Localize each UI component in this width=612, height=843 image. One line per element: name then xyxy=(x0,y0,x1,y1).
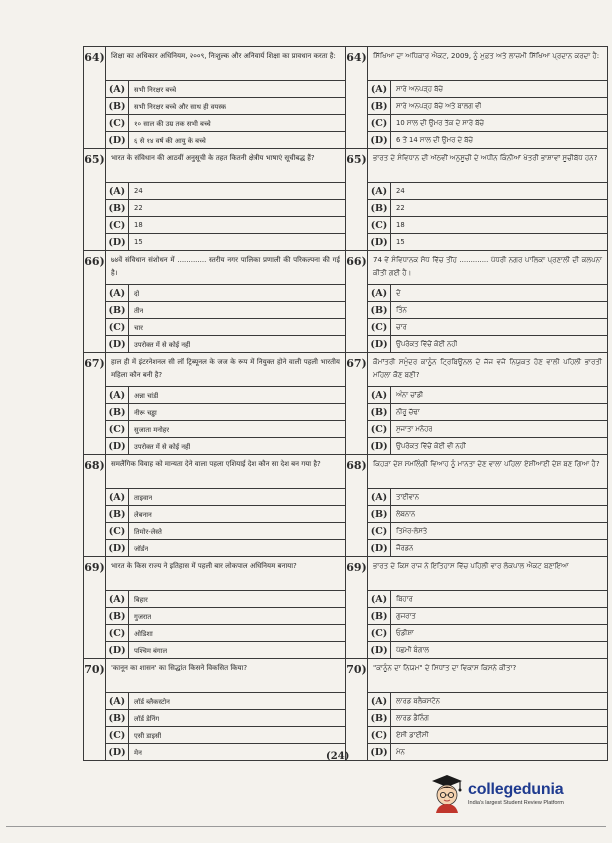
option-row xyxy=(106,590,345,607)
question-body xyxy=(106,47,346,149)
bottom-rule xyxy=(6,826,606,827)
question-text: ਸਿੱਖਿਆ ਦਾ ਅਧਿਕਾਰ ਐਕਟ, 2009, ਨੂੰ ਮੁਫ਼ਤ ਅਤੇ ਲਾਜ਼ਮੀ ਸਿੱਖਿਆ ਪ੍ਰਦਾਨ ਕਰਦਾ ਹੈ: xyxy=(373,52,600,60)
option-row xyxy=(368,131,607,148)
option-letter: (D) xyxy=(106,336,129,352)
option-text: सभी निरक्षर बच्चे और साथ ही वयस्क xyxy=(134,102,227,111)
option-row xyxy=(368,420,607,437)
question-number: 64) xyxy=(84,47,106,149)
option-text: ਉਪਰੋਕਤ ਵਿੱਚੋਂ ਕੋਈ ਨਹੀਂ xyxy=(396,339,458,348)
question-body xyxy=(368,455,608,557)
option-text: गुजरात xyxy=(134,612,152,621)
question-body xyxy=(368,659,608,761)
option-row xyxy=(106,505,345,522)
question-text: भारत के संविधान की आठवीं अनुसूची के तहत कितनी क्षेत्रीय भाषाएं सूचीबद्ध हैं? xyxy=(111,154,315,162)
option-letter: (B) xyxy=(368,506,391,522)
option-row xyxy=(106,182,345,199)
option-text: ਨੀਰੂ ਚੱਢਾ xyxy=(396,407,420,416)
option-text: तीन xyxy=(134,306,144,315)
question-body xyxy=(106,149,346,251)
option-row xyxy=(368,624,607,641)
option-letter: (A) xyxy=(106,591,129,607)
question-row xyxy=(84,251,608,353)
option-text: 6 ਤੋਂ 14 ਸਾਲ ਦੀ ਉਮਰ ਦੇ ਬੱਚੇ xyxy=(396,135,473,144)
question-text: ਕੌਮਾਂਤਰੀ ਸਮੁੰਦਰ ਕਾਨੂੰਨ ਟ੍ਰਿਬਿਊਨਲ ਦੇ ਜੱਜ ਵਜੋਂ ਨਿਯੁਕਤ ਹੋਣ ਵਾਲੀ ਪਹਿਲੀ ਭਾਰਤੀ ਮਹਿਲਾ ਕੌਣ ਬਣੀ? xyxy=(373,358,602,379)
option-letter: (D) xyxy=(368,132,391,148)
option-row xyxy=(106,437,345,454)
option-text: ਸਾਰੇ ਅਨਪੜ੍ਹ ਬੱਚੇ xyxy=(396,84,443,93)
question-body xyxy=(368,251,608,353)
option-letter: (B) xyxy=(368,98,391,114)
option-text: सभी निरक्षर बच्चे xyxy=(134,85,177,94)
option-text: ਤਿੰਨ xyxy=(396,305,407,314)
option-text: सुजाता मनोहर xyxy=(134,425,170,434)
option-text: ਲਾਰਡ ਡੈਨਿੰਗ xyxy=(396,713,429,722)
option-row xyxy=(368,709,607,726)
option-letter: (B) xyxy=(106,404,129,420)
option-letter: (A) xyxy=(106,489,129,505)
option-row xyxy=(106,726,345,743)
option-text: ताइवान xyxy=(134,493,153,502)
option-text: अन्ना चांडी xyxy=(134,391,159,400)
option-letter: (C) xyxy=(106,319,129,335)
brand-tagline: India's largest Student Review Platform xyxy=(468,799,564,806)
option-row xyxy=(368,301,607,318)
question-number: 66) xyxy=(346,251,368,353)
option-letter: (C) xyxy=(368,115,391,131)
option-text: ਸਾਰੇ ਅਨਪੜ੍ਹ ਬੱਚੇ ਅਤੇ ਬਾਲਗ ਵੀ xyxy=(396,101,482,110)
option-letter: (C) xyxy=(368,625,391,641)
question-text: शिक्षा का अधिकार अधिनियम, २००९, निःशुल्क और अनिवार्य शिक्षा का प्रावधान करता है: xyxy=(111,52,336,60)
option-text: एसी डाइसी xyxy=(134,731,162,740)
option-letter: (C) xyxy=(368,217,391,233)
question-row xyxy=(84,149,608,251)
option-text: चार xyxy=(134,323,143,332)
option-text: 22 xyxy=(134,204,143,212)
option-text: 10 ਸਾਲ ਦੀ ਉਮਰ ਤੱਕ ਦੇ ਸਾਰੇ ਬੱਚੇ xyxy=(396,118,484,127)
question-number: 70) xyxy=(346,659,368,761)
option-letter: (D) xyxy=(106,438,129,454)
option-text: लॉर्ड ब्लैकस्टोन xyxy=(134,697,170,706)
option-letter: (D) xyxy=(106,540,129,556)
brand-name: collegedunia xyxy=(468,780,564,798)
option-letter: (C) xyxy=(368,523,391,539)
question-body xyxy=(106,659,346,761)
option-text: ਚਾਰ xyxy=(396,322,407,331)
option-text: ਮੇਨ xyxy=(396,747,405,756)
question-number: 67) xyxy=(346,353,368,455)
option-letter: (D) xyxy=(106,744,129,760)
option-letter: (C) xyxy=(368,421,391,437)
option-row xyxy=(106,488,345,505)
option-text: ਪੱਛਮੀ ਬੰਗਾਲ xyxy=(396,645,430,654)
option-letter: (C) xyxy=(106,115,129,131)
option-row xyxy=(368,522,607,539)
student-mascot-logo xyxy=(430,773,464,813)
question-body xyxy=(106,251,346,353)
option-row xyxy=(368,437,607,454)
question-text: ਕਿਹੜਾ ਦੇਸ਼ ਸਮਲਿੰਗੀ ਵਿਆਹ ਨੂੰ ਮਾਨਤਾ ਦੇਣ ਵਾਲਾ ਪਹਿਲਾ ਏਸ਼ੀਆਈ ਦੇਸ਼ ਬਣ ਗਿਆ ਹੈ? xyxy=(373,460,600,468)
question-number: 68) xyxy=(84,455,106,557)
question-text: ਭਾਰਤ ਦੇ ਸੰਵਿਧਾਨ ਦੀ ਅੱਠਵੀਂ ਅਨੁਸੂਚੀ ਦੇ ਅਧੀਨ ਕਿੰਨੀਆਂ ਖੇਤਰੀ ਭਾਸ਼ਾਵਾਂ ਸੂਚੀਬੱਧ ਹਨ? xyxy=(373,154,598,162)
option-text: 18 xyxy=(396,221,405,229)
option-letter: (B) xyxy=(368,404,391,420)
option-letter: (A) xyxy=(368,693,391,709)
option-text: ਤਾਈਵਾਨ xyxy=(396,492,420,501)
option-text: ਸੁਜਾਤਾ ਮਨੋਹਰ xyxy=(396,424,433,433)
option-text: उपरोक्त में से कोई नहीं xyxy=(134,442,191,451)
option-letter: (C) xyxy=(106,625,129,641)
option-row xyxy=(368,692,607,709)
option-row xyxy=(368,216,607,233)
question-text: हाल ही में इंटरनेशनल सी लॉ ट्रिब्यूनल के जज के रूप में नियुक्त होने वाली पहली भारतीय महिला कौन बनी है? xyxy=(111,358,340,379)
option-row xyxy=(368,199,607,216)
question-number: 68) xyxy=(346,455,368,557)
option-letter: (A) xyxy=(106,285,129,301)
option-letter: (B) xyxy=(106,608,129,624)
question-row xyxy=(84,353,608,455)
question-text: भारत के किस राज्य ने इतिहास में पहली बार लोकपाल अधिनियम बनाया? xyxy=(111,562,297,570)
question-row xyxy=(84,455,608,557)
option-text: ਉਪਰੋਕਤ ਵਿੱਚੋਂ ਕੋਈ ਵੀ ਨਹੀਂ xyxy=(396,441,466,450)
option-letter: (A) xyxy=(368,285,391,301)
option-row xyxy=(368,233,607,250)
option-row xyxy=(106,114,345,131)
question-number: 69) xyxy=(84,557,106,659)
option-row xyxy=(106,607,345,624)
question-row xyxy=(84,47,608,149)
question-table xyxy=(83,46,608,761)
question-text: 'कानून का शासन' का सिद्धांत किसने विकसित किया? xyxy=(111,664,248,672)
option-text: लॉर्ड डेनिंग xyxy=(134,714,160,723)
question-body xyxy=(106,557,346,659)
question-number: 67) xyxy=(84,353,106,455)
option-row xyxy=(106,284,345,301)
option-row xyxy=(106,641,345,658)
option-text: ਅੰਨਾ ਚਾਂਡੀ xyxy=(396,390,424,399)
question-text: ७४वें संविधान संशोधन में ............. स्तरीय नगर पालिका प्रणाली की परिकल्पना की गई है। xyxy=(111,256,340,277)
option-row xyxy=(368,386,607,403)
option-letter: (A) xyxy=(368,387,391,403)
option-letter: (D) xyxy=(106,132,129,148)
option-text: १० साल की उम्र तक सभी बच्चे xyxy=(134,119,211,128)
option-row xyxy=(106,301,345,318)
option-text: ६ से १४ वर्ष की आयु के बच्चे xyxy=(134,136,206,145)
option-letter: (D) xyxy=(368,438,391,454)
option-row xyxy=(368,80,607,97)
option-row xyxy=(368,607,607,624)
question-number: 69) xyxy=(346,557,368,659)
option-letter: (C) xyxy=(106,727,129,743)
option-letter: (A) xyxy=(368,591,391,607)
option-text: तिमोर-लेस्ते xyxy=(134,527,162,536)
option-letter: (D) xyxy=(368,744,391,760)
option-letter: (B) xyxy=(106,302,129,318)
question-number: 66) xyxy=(84,251,106,353)
question-text: 74 ਵੇਂ ਸੰਵਿਧਾਨਕ ਸੋਧ ਵਿੱਚ ਤੀਂਹ ............. ਪੱਧਰੀ ਨਗਰ ਪਾਲਿਕਾ ਪ੍ਰਣਾਲੀ ਦੀ ਕਲਪਨਾ ਕੀਤੀ ਗਈ ਹੈ। xyxy=(373,256,602,277)
option-letter: (B) xyxy=(368,302,391,318)
option-text: मेन xyxy=(134,748,142,757)
option-row xyxy=(368,318,607,335)
option-letter: (A) xyxy=(368,489,391,505)
option-row xyxy=(106,624,345,641)
option-letter: (D) xyxy=(106,234,129,250)
option-text: नीरू चड्ढा xyxy=(134,408,157,417)
option-text: 24 xyxy=(396,187,405,195)
option-row xyxy=(106,97,345,114)
option-letter: (D) xyxy=(368,540,391,556)
option-row xyxy=(106,709,345,726)
option-letter: (A) xyxy=(106,81,129,97)
option-text: 18 xyxy=(134,221,143,229)
option-row xyxy=(106,522,345,539)
option-text: ਲੇਬਨਾਨ xyxy=(396,509,416,518)
option-text: 22 xyxy=(396,204,405,212)
option-row xyxy=(106,403,345,420)
option-row xyxy=(106,420,345,437)
option-text: ਗੁਜਰਾਤ xyxy=(396,611,416,620)
option-letter: (A) xyxy=(368,183,391,199)
option-letter: (D) xyxy=(106,642,129,658)
option-row xyxy=(368,590,607,607)
option-text: उपरोक्त में से कोई नहीं xyxy=(134,340,191,349)
option-letter: (C) xyxy=(106,421,129,437)
option-row xyxy=(368,488,607,505)
question-body xyxy=(368,47,608,149)
option-row xyxy=(106,743,345,760)
option-text: ਦੋ xyxy=(396,288,401,297)
option-letter: (A) xyxy=(106,387,129,403)
option-row xyxy=(368,335,607,352)
option-row xyxy=(106,318,345,335)
option-letter: (A) xyxy=(368,81,391,97)
option-text: ਓਡੀਸ਼ਾ xyxy=(396,628,414,637)
option-row xyxy=(106,386,345,403)
option-text: लेबनान xyxy=(134,510,152,519)
option-letter: (B) xyxy=(106,98,129,114)
option-text: ਬਿਹਾਰ xyxy=(396,594,413,603)
option-text: जॉर्डन xyxy=(134,544,149,553)
question-number: 70) xyxy=(84,659,106,761)
option-row xyxy=(368,726,607,743)
brand-watermark xyxy=(430,773,564,813)
option-text: 15 xyxy=(134,238,143,246)
option-row xyxy=(368,539,607,556)
option-letter: (C) xyxy=(368,727,391,743)
question-body xyxy=(106,455,346,557)
option-letter: (B) xyxy=(106,200,129,216)
question-body xyxy=(368,557,608,659)
question-text: समलैंगिक विवाह को मान्यता देने वाला पहला एशियाई देश कौन सा देश बन गया है? xyxy=(111,460,321,468)
question-body xyxy=(106,353,346,455)
option-text: 15 xyxy=(396,238,405,246)
question-text: "ਕਾਨੂੰਨ ਦਾ ਨਿਯਮ" ਦੇ ਸਿਧਾਂਤ ਦਾ ਵਿਕਾਸ ਕਿਸਨੇ ਕੀਤਾ? xyxy=(373,664,517,672)
option-row xyxy=(368,114,607,131)
question-number: 65) xyxy=(346,149,368,251)
option-letter: (D) xyxy=(368,336,391,352)
option-letter: (A) xyxy=(106,693,129,709)
option-row xyxy=(106,216,345,233)
option-row xyxy=(106,335,345,352)
option-letter: (C) xyxy=(106,217,129,233)
option-letter: (B) xyxy=(106,506,129,522)
question-row xyxy=(84,659,608,761)
option-row xyxy=(368,641,607,658)
question-number: 64) xyxy=(346,47,368,149)
option-letter: (B) xyxy=(368,200,391,216)
option-text: ਤਿਮੋਰ-ਲੇਸਤੇ xyxy=(396,526,428,535)
option-row xyxy=(368,284,607,301)
option-text: ਏਸੀ ਡਾਈਸੀ xyxy=(396,730,429,739)
option-row xyxy=(368,97,607,114)
option-letter: (B) xyxy=(368,608,391,624)
option-letter: (D) xyxy=(368,234,391,250)
option-text: दो xyxy=(134,289,140,298)
option-text: ਲਾਰਡ ਬਲੈਕਸਟੋਨ xyxy=(396,696,440,705)
option-row xyxy=(106,539,345,556)
option-letter: (C) xyxy=(368,319,391,335)
option-letter: (A) xyxy=(106,183,129,199)
option-text: पश्चिम बंगाल xyxy=(134,646,168,655)
option-row xyxy=(368,403,607,420)
page-number: (24) xyxy=(326,751,350,762)
question-text: ਭਾਰਤ ਦੇ ਕਿਸ ਰਾਜ ਨੇ ਇਤਿਹਾਸ ਵਿੱਚ ਪਹਿਲੀ ਵਾਰ ਲੋਕਪਾਲ ਐਕਟ ਬਣਾਇਆ xyxy=(373,562,569,570)
option-row xyxy=(106,80,345,97)
option-row xyxy=(106,233,345,250)
question-body xyxy=(368,353,608,455)
option-row xyxy=(106,131,345,148)
option-row xyxy=(368,505,607,522)
option-letter: (C) xyxy=(106,523,129,539)
option-row xyxy=(368,743,607,760)
option-text: बिहार xyxy=(134,595,148,604)
option-letter: (B) xyxy=(368,710,391,726)
option-letter: (D) xyxy=(368,642,391,658)
option-row xyxy=(368,182,607,199)
option-row xyxy=(106,199,345,216)
question-body xyxy=(368,149,608,251)
option-row xyxy=(106,692,345,709)
question-row xyxy=(84,557,608,659)
option-text: ओडिशा xyxy=(134,629,153,638)
option-text: ਜੌਰਡਨ xyxy=(396,543,414,552)
question-number: 65) xyxy=(84,149,106,251)
option-letter: (B) xyxy=(106,710,129,726)
option-text: 24 xyxy=(134,187,143,195)
